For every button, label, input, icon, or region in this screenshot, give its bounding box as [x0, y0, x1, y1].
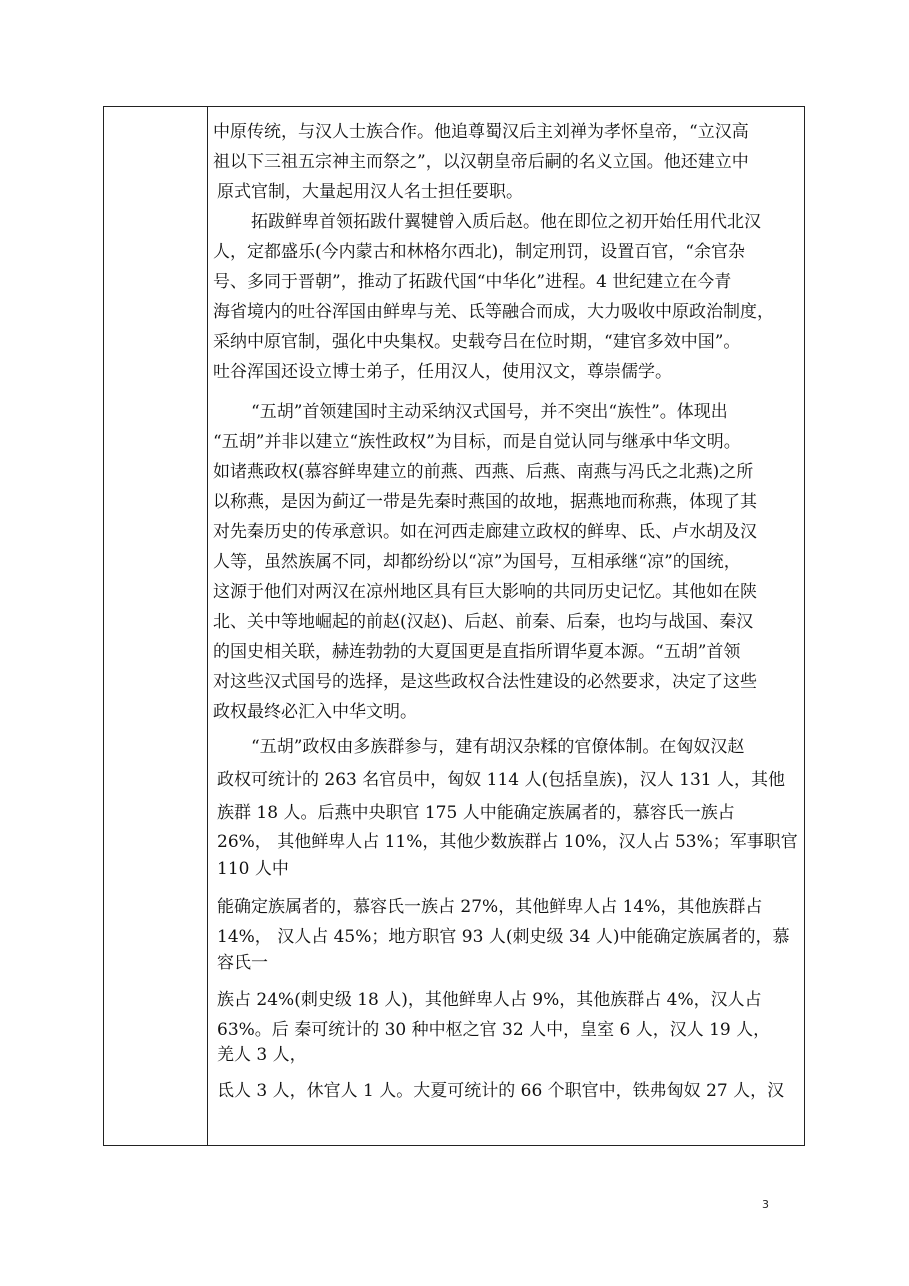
page-number: 3 [762, 1198, 769, 1211]
text-line: 对先秦历史的传承意识。如在河西走廊建立政权的鲜卑、氐、卢水胡及汉 [213, 522, 757, 542]
text-line: 中原传统，与汉人士族合作。他追尊蜀汉后主刘禅为孝怀皇帝，“立汉高 [213, 122, 749, 142]
text-line: 拓跋鲜卑首领拓跋什翼犍曾入质后赵。他在即位之初开始任用代北汉 [251, 212, 761, 232]
text-line: 族群 18 人。后燕中央职官 175 人中能确定族属者的，慕容氏一族占 [217, 803, 735, 823]
text-line: “五胡”首领建国时主动采纳汉式国号，并不突出“族性”。体现出 [251, 402, 728, 422]
paragraph-1 [208, 117, 808, 207]
text-line: 羌人 3 人， [217, 1045, 307, 1065]
text-line: 以称燕，是因为蓟辽一带是先秦时燕国的故地，据燕地而称燕，体现了其 [213, 492, 757, 512]
text-line: 人等，虽然族属不同，却都纷纷以“凉”为国号，互相承继“凉”的国统， [213, 552, 741, 572]
text-line: 采纳中原官制，强化中央集权。史载夸吕在位时期，“建官多效中国”。 [213, 332, 741, 352]
text-line: 能确定族属者的，慕容氏一族占 27%，其他鲜卑人占 14%，其他族群占 [217, 897, 763, 917]
text-line: 110 人中 [217, 859, 289, 879]
text-line: “五胡”政权由多族群参与，建有胡汉杂糅的官僚体制。在匈奴汉赵 [251, 737, 745, 757]
content-table [103, 106, 805, 1146]
table-right-cell [208, 107, 804, 1145]
text-line: 政权可统计的 263 名官员中，匈奴 114 人(包括皇族)，汉人 131 人，其他 [217, 770, 786, 790]
text-line: 原式官制，大量起用汉人名士担任要职。 [217, 182, 523, 202]
paragraph-4 [208, 732, 808, 1101]
text-line: 北、关中等地崛起的前赵(汉赵)、后赵、前秦、后秦，也均与战国、秦汉 [213, 612, 754, 632]
text-line: 号、多同于晋朝”，推动了拓跋代国“中华化”进程。4 世纪建立在今青 [213, 272, 732, 292]
text-line: 63%。后 秦可统计的 30 种中枢之官 32 人中，皇室 6 人，汉人 19 人， [217, 1020, 771, 1040]
text-line: 吐谷浑国还设立博士弟子，任用汉人，使用汉文，尊崇儒学。 [213, 362, 672, 382]
text-line: 14%， 汉人占 45%；地方职官 93 人(刺史级 34 人)中能确定族属者的，慕 [217, 927, 790, 947]
text-line: 政权最终必汇入中华文明。 [213, 702, 417, 722]
text-line: 如诸燕政权(慕容鲜卑建立的前燕、西燕、后燕、南燕与冯氏之北燕)之所 [213, 462, 754, 482]
text-line: 26%， 其他鲜卑人占 11%，其他少数族群占 10%，汉人占 53%；军事职官 [217, 832, 798, 852]
text-line: 的国史相关联，赫连勃勃的大夏国更是直指所谓华夏本源。“五胡”首领 [213, 642, 741, 662]
text-line: 对这些汉式国号的选择，是这些政权合法性建设的必然要求，决定了这些 [213, 672, 757, 692]
table-left-cell [104, 107, 208, 1145]
text-line: 人，定都盛乐(今内蒙古和林格尔西北)，制定刑罚，设置百官，“余官杂 [213, 242, 745, 262]
paragraph-2 [208, 207, 808, 387]
text-line: 氐人 3 人，休官人 1 人。大夏可统计的 66 个职官中，铁弗匈奴 27 人，汉 [217, 1081, 785, 1101]
text-line: 祖以下三祖五宗神主而祭之”，以汉朝皇帝后嗣的名义立国。他还建立中 [213, 152, 749, 172]
text-line: 这源于他们对两汉在凉州地区具有巨大影响的共同历史记忆。其他如在陕 [213, 582, 757, 602]
text-line: “五胡”并非以建立“族性政权”为目标，而是自觉认同与继承中华文明。 [213, 432, 741, 452]
text-line: 族占 24%(刺史级 18 人)，其他鲜卑人占 9%，其他族群占 4%，汉人占 [217, 990, 762, 1010]
text-line: 容氏一 [217, 953, 268, 973]
text-line: 海省境内的吐谷浑国由鲜卑与羌、氐等融合而成，大力吸收中原政治制度， [213, 302, 774, 322]
paragraph-3 [208, 397, 808, 727]
